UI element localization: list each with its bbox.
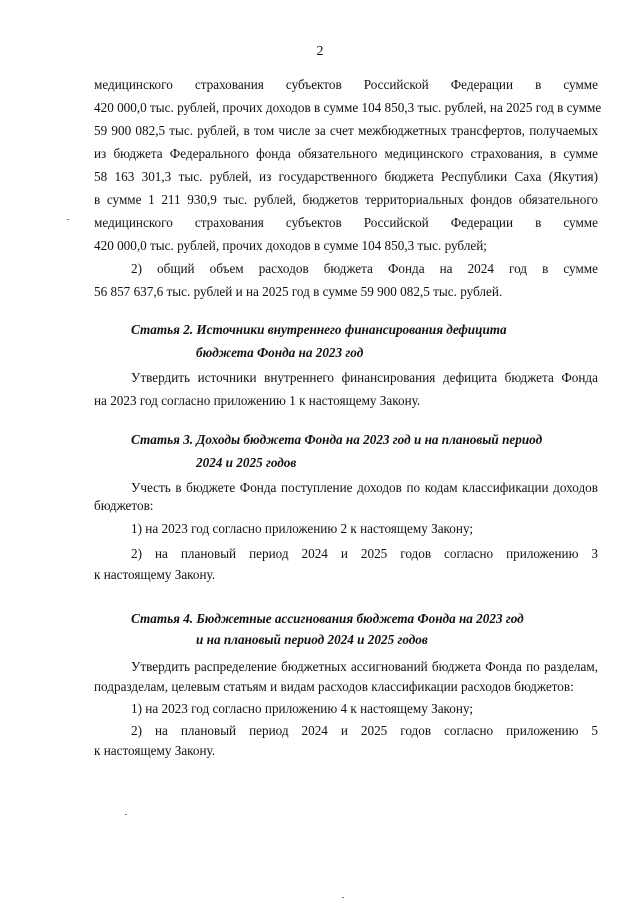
para1-line-2: 420 000,0 тыс. рублей, прочих доходов в сумме 104 850,3 тыс. рублей, на 2025 год в сумме <box>94 100 602 115</box>
para1-line-8: 420 000,0 тыс. рублей, прочих доходов в сумме 104 850,3 тыс. рублей; <box>94 238 487 253</box>
para2-line-1: 2) общий объем расходов бюджета Фонда на 2024 год в сумме <box>131 261 598 276</box>
article4-item-2-line-1: 2) на плановый период 2024 и 2025 годов согласно приложению 5 <box>131 723 598 738</box>
article2-body-line-1: Утвердить источники внутреннего финансирования дефицита бюджета Фонда <box>131 370 598 385</box>
article3-heading-line-2: 2024 и 2025 годов <box>196 455 297 470</box>
para1-line-6: в сумме 1 211 930,9 тыс. рублей, бюджетов территориальных фондов обязательного <box>94 192 598 207</box>
scan-speck <box>342 897 344 898</box>
article3-body-line-1: Учесть в бюджете Фонда поступление доходов по кодам классификации доходов <box>131 480 598 495</box>
article3-item-1: 1) на 2023 год согласно приложению 2 к настоящему Закону; <box>131 521 474 536</box>
para1-line-7: медицинского страхования субъектов Российской Федерации в сумме <box>94 215 598 230</box>
article4-body-line-2: подразделам, целевым статьям и видам расходов классификации расходов бюджетов: <box>94 679 574 694</box>
article4-item-1: 1) на 2023 год согласно приложению 4 к настоящему Закону; <box>131 701 474 716</box>
article2-body-line-2: на 2023 год согласно приложению 1 к настоящему Закону. <box>94 393 421 408</box>
article3-item-2-line-2: к настоящему Закону. <box>94 567 216 582</box>
article2-heading-line-1: Статья 2. Источники внутреннего финансирования дефицита <box>131 322 507 337</box>
article2-heading-line-2: бюджета Фонда на 2023 год <box>196 345 364 360</box>
article3-item-2-line-1: 2) на плановый период 2024 и 2025 годов согласно приложению 3 <box>131 546 598 561</box>
para1-line-1: медицинского страхования субъектов Российской Федерации в сумме <box>94 77 598 92</box>
article3-heading-line-1: Статья 3. Доходы бюджета Фонда на 2023 год и на плановый период <box>131 432 543 447</box>
para1-line-4: из бюджета Федерального фонда обязательного медицинского страхования, в сумме <box>94 146 598 161</box>
article4-heading-line-1: Статья 4. Бюджетные ассигнования бюджета Фонда на 2023 год <box>131 611 524 626</box>
article4-item-2-line-2: к настоящему Закону. <box>94 743 216 758</box>
article4-heading-line-2: и на плановый период 2024 и 2025 годов <box>196 632 428 647</box>
para2-line-2: 56 857 637,6 тыс. рублей и на 2025 год в сумме 59 900 082,5 тыс. рублей. <box>94 284 503 299</box>
para1-line-3: 59 900 082,5 тыс. рублей, в том числе за счет межбюджетных трансфертов, получаемых <box>94 123 598 138</box>
article3-body-line-2: бюджетов: <box>94 498 154 513</box>
page-number: 2 <box>316 44 324 59</box>
scan-speck <box>67 219 69 220</box>
para1-line-5: 58 163 301,3 тыс. рублей, из государственного бюджета Республики Саха (Якутия) <box>94 169 598 184</box>
scan-speck <box>125 814 127 815</box>
article4-body-line-1: Утвердить распределение бюджетных ассигнований бюджета Фонда по разделам, <box>131 659 598 674</box>
